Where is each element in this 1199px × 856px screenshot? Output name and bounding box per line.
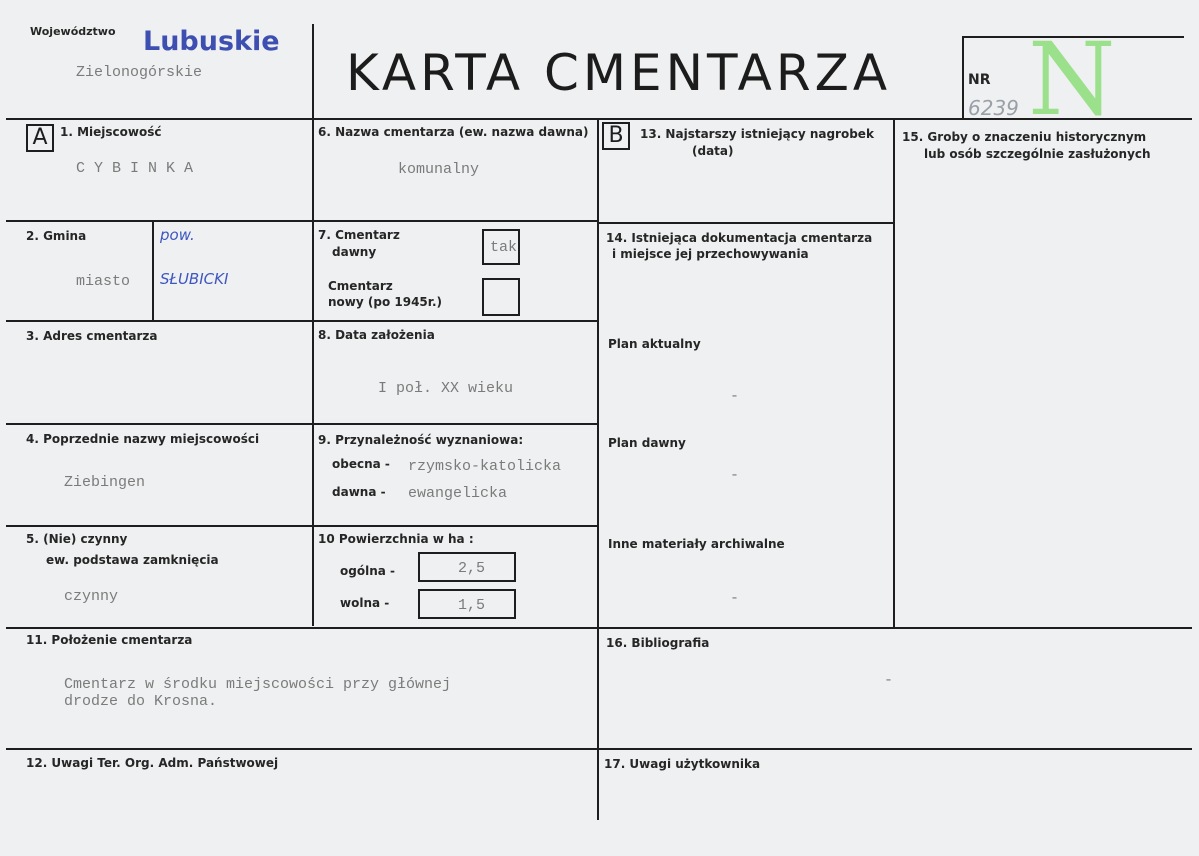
powierzchnia-ogolna-box [418,552,516,582]
polozenie-value-line2: drodze do Krosna. [64,693,218,710]
wojewodztwo-stamp: Lubuskie [143,26,280,57]
dokumentacja-label2: i miejsce jej przechowywania [612,247,809,261]
cmentarz-nowy-label1: Cmentarz [328,279,393,293]
wyznanie-dawna-value: ewangelicka [408,485,508,502]
powierzchnia-ogolna-label: ogólna - [340,564,395,578]
rule [6,220,598,222]
poprzednie-value: Ziebingen [64,474,146,491]
rule [6,423,598,425]
gmina-handwritten-pow: pow. [160,226,195,244]
rule [6,627,1192,629]
cmentarz-nowy-label2: nowy (po 1945r.) [328,295,443,309]
rule [6,320,598,322]
data-zalozenia-label: 8. Data założenia [318,328,435,342]
miejscowosc-label: 1. Miejscowość [60,125,162,139]
nr-label: NR [968,72,991,88]
polozenie-value-line1: Cmentarz w środku miejscowości przy głównej [64,676,452,693]
gmina-value: miasto [76,273,131,290]
poprzednie-label: 4. Poprzednie nazwy miejscowości [26,432,260,446]
czynny-value: czynny [64,588,119,605]
powierzchnia-label: 10 Powierzchnia w ha : [318,532,474,546]
nazwa-value: komunalny [398,161,480,178]
uwagi-ter-label: 12. Uwagi Ter. Org. Adm. Państwowej [26,756,279,770]
zamkniecie-label: ew. podstawa zamknięcia [46,553,219,567]
wyznanie-obecna-label: obecna - [332,457,390,471]
nagrobek-label1: 13. Najstarszy istniejący nagrobek [640,127,874,141]
wojewodztwo-typed: Zielonogórskie [76,64,203,81]
nazwa-label: 6. Nazwa cmentarza (ew. nazwa dawna) [318,125,589,139]
polozenie-label: 11. Położenie cmentarza [26,633,193,647]
cmentarz-dawny-label2: dawny [332,245,377,259]
rule [962,36,964,118]
card-title: KARTA CMENTARZA [346,44,892,102]
powierzchnia-ogolna-value: 2,5 [458,560,486,577]
wyznanie-label: 9. Przynależność wyznaniowa: [318,433,524,447]
inne-materialy-label: Inne materiały archiwalne [608,537,785,551]
cmentarz-nowy-box [482,278,520,316]
section-b-marker: B [602,122,630,150]
cmentarz-dawny-label1: 7. Cmentarz [318,228,400,242]
uwagi-uzytkownika-label: 17. Uwagi użytkownika [604,757,761,771]
miejscowosc-value: C Y B I N K A [76,160,194,177]
nagrobek-label2: (data) [692,144,734,158]
rule [6,748,1192,750]
dokumentacja-label1: 14. Istniejąca dokumentacja cmentarza [606,231,873,245]
inne-materialy-value: - [730,590,740,607]
rule [6,525,598,527]
rule [893,118,895,627]
rule [597,118,599,820]
plan-aktualny-label: Plan aktualny [608,337,701,351]
rule [152,220,154,320]
nr-letter-stamp: N [1028,21,1116,138]
data-zalozenia-value: I poł. XX wieku [378,380,514,397]
rule [598,222,894,224]
rule [312,24,314,626]
czynny-label: 5. (Nie) czynny [26,532,128,546]
adres-label: 3. Adres cmentarza [26,329,158,343]
gmina-label: 2. Gmina [26,229,87,243]
section-a-marker: A [26,124,54,152]
cmentarz-dawny-value: tak [490,239,518,256]
groby-label2: lub osób szczególnie zasłużonych [924,147,1151,161]
nr-value: 6239 [968,96,1019,120]
plan-dawny-value: - [730,467,740,484]
powierzchnia-wolna-value: 1,5 [458,597,486,614]
powierzchnia-wolna-label: wolna - [340,596,390,610]
wyznanie-dawna-label: dawna - [332,485,386,499]
groby-label1: 15. Groby o znaczeniu historycznym [902,130,1147,144]
powierzchnia-wolna-box [418,589,516,619]
cmentarz-dawny-box [482,229,520,265]
wyznanie-obecna-value: rzymsko-katolicka [408,458,562,475]
bibliografia-label: 16. Bibliografia [606,636,710,650]
plan-aktualny-value: - [730,388,740,405]
wojewodztwo-label: Województwo [30,25,116,38]
gmina-handwritten-powiat: SŁUBICKI [160,270,229,288]
plan-dawny-label: Plan dawny [608,436,686,450]
bibliografia-value: - [884,672,894,689]
